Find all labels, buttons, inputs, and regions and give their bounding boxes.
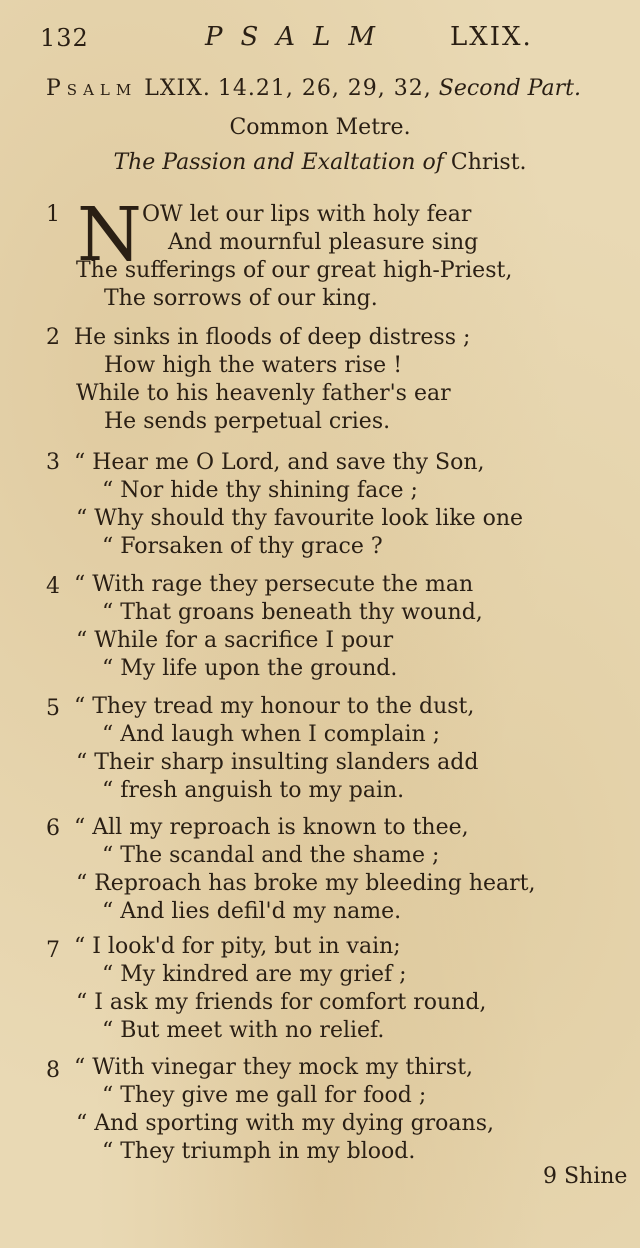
stanza-number: 6 bbox=[46, 816, 60, 841]
running-title: PSALM bbox=[205, 22, 393, 52]
part-label: Second Part. bbox=[438, 76, 581, 101]
psalm-label: Psalm bbox=[46, 76, 138, 101]
stanza-number: 3 bbox=[46, 450, 60, 475]
stanza-line: “ And laugh when I complain ; bbox=[102, 722, 441, 747]
stanza-line: “ My life upon the ground. bbox=[102, 656, 398, 681]
stanza-line: “ They triumph in my blood. bbox=[102, 1139, 416, 1164]
stanza-line: “ With rage they persecute the man bbox=[74, 572, 474, 597]
stanza-number: 8 bbox=[46, 1058, 60, 1083]
stanza-line: “ All my reproach is known to thee, bbox=[74, 815, 469, 840]
stanza-line: “ Why should thy favourite look like one bbox=[76, 506, 524, 531]
catchword: 9 Shine bbox=[543, 1164, 628, 1189]
stanza-line: “ Nor hide thy shining face ; bbox=[102, 478, 418, 503]
verse-references: 14.21, 26, 29, 32, bbox=[217, 76, 432, 101]
stanza-line: He sends perpetual cries. bbox=[104, 409, 391, 434]
stanza-line: How high the waters rise ! bbox=[104, 353, 403, 378]
metre-label: Common Metre. bbox=[229, 115, 411, 140]
running-psalm-number: LXIX. bbox=[450, 22, 533, 52]
stanza-line: “ And lies defil'd my name. bbox=[102, 899, 402, 924]
stanza-line: “ While for a sacrifice I pour bbox=[76, 628, 394, 653]
stanza-line: “ I ask my friends for comfort round, bbox=[76, 990, 487, 1015]
stanza-line: “ My kindred are my grief ; bbox=[102, 962, 407, 987]
stanza-line: “ The scandal and the shame ; bbox=[102, 843, 440, 868]
subject-heading bbox=[0, 150, 640, 175]
stanza-line: He sinks in floods of deep distress ; bbox=[74, 325, 471, 350]
stanza-line: The sufferings of our great high-Priest, bbox=[76, 258, 513, 283]
running-head bbox=[40, 22, 630, 58]
stanza-number: 2 bbox=[46, 325, 60, 350]
drop-cap: N bbox=[77, 192, 142, 278]
stanza-line: “ Their sharp insulting slanders add bbox=[76, 750, 479, 775]
stanza-number: 4 bbox=[46, 574, 60, 599]
stanza-number: 1 bbox=[46, 202, 60, 227]
stanza-number: 7 bbox=[46, 938, 60, 963]
stanza-line: “ Reproach has broke my bleeding heart, bbox=[76, 871, 536, 896]
stanza-line: OW let our lips with holy fear bbox=[142, 202, 472, 227]
psalm-heading bbox=[46, 76, 636, 101]
stanza-number: 5 bbox=[46, 696, 60, 721]
stanza-line: “ With vinegar they mock my thirst, bbox=[74, 1055, 474, 1080]
subject-roman: Christ. bbox=[450, 150, 527, 175]
psalm-number: LXIX. bbox=[144, 76, 211, 101]
stanza-line: The sorrows of our king. bbox=[104, 286, 378, 311]
stanza-line: “ They give me gall for food ; bbox=[102, 1083, 427, 1108]
subject-italic: The Passion and Exaltation of bbox=[113, 150, 444, 175]
stanza-line: “ That groans beneath thy wound, bbox=[102, 600, 483, 625]
stanza-line: “ fresh anguish to my pain. bbox=[102, 778, 405, 803]
stanza-line: “ But meet with no relief. bbox=[102, 1018, 385, 1043]
stanza-line: “ I look'd for pity, but in vain; bbox=[74, 934, 401, 959]
stanza-line: “ Forsaken of thy grace ? bbox=[102, 534, 383, 559]
stanza-line: “ Hear me O Lord, and save thy Son, bbox=[74, 450, 485, 475]
stanza-line: While to his heavenly father's ear bbox=[76, 381, 451, 406]
stanza-line: “ And sporting with my dying groans, bbox=[76, 1111, 494, 1136]
page-number: 132 bbox=[40, 24, 89, 52]
stanza-line: “ They tread my honour to the dust, bbox=[74, 694, 475, 719]
stanza-line: And mournful pleasure sing bbox=[168, 230, 479, 255]
